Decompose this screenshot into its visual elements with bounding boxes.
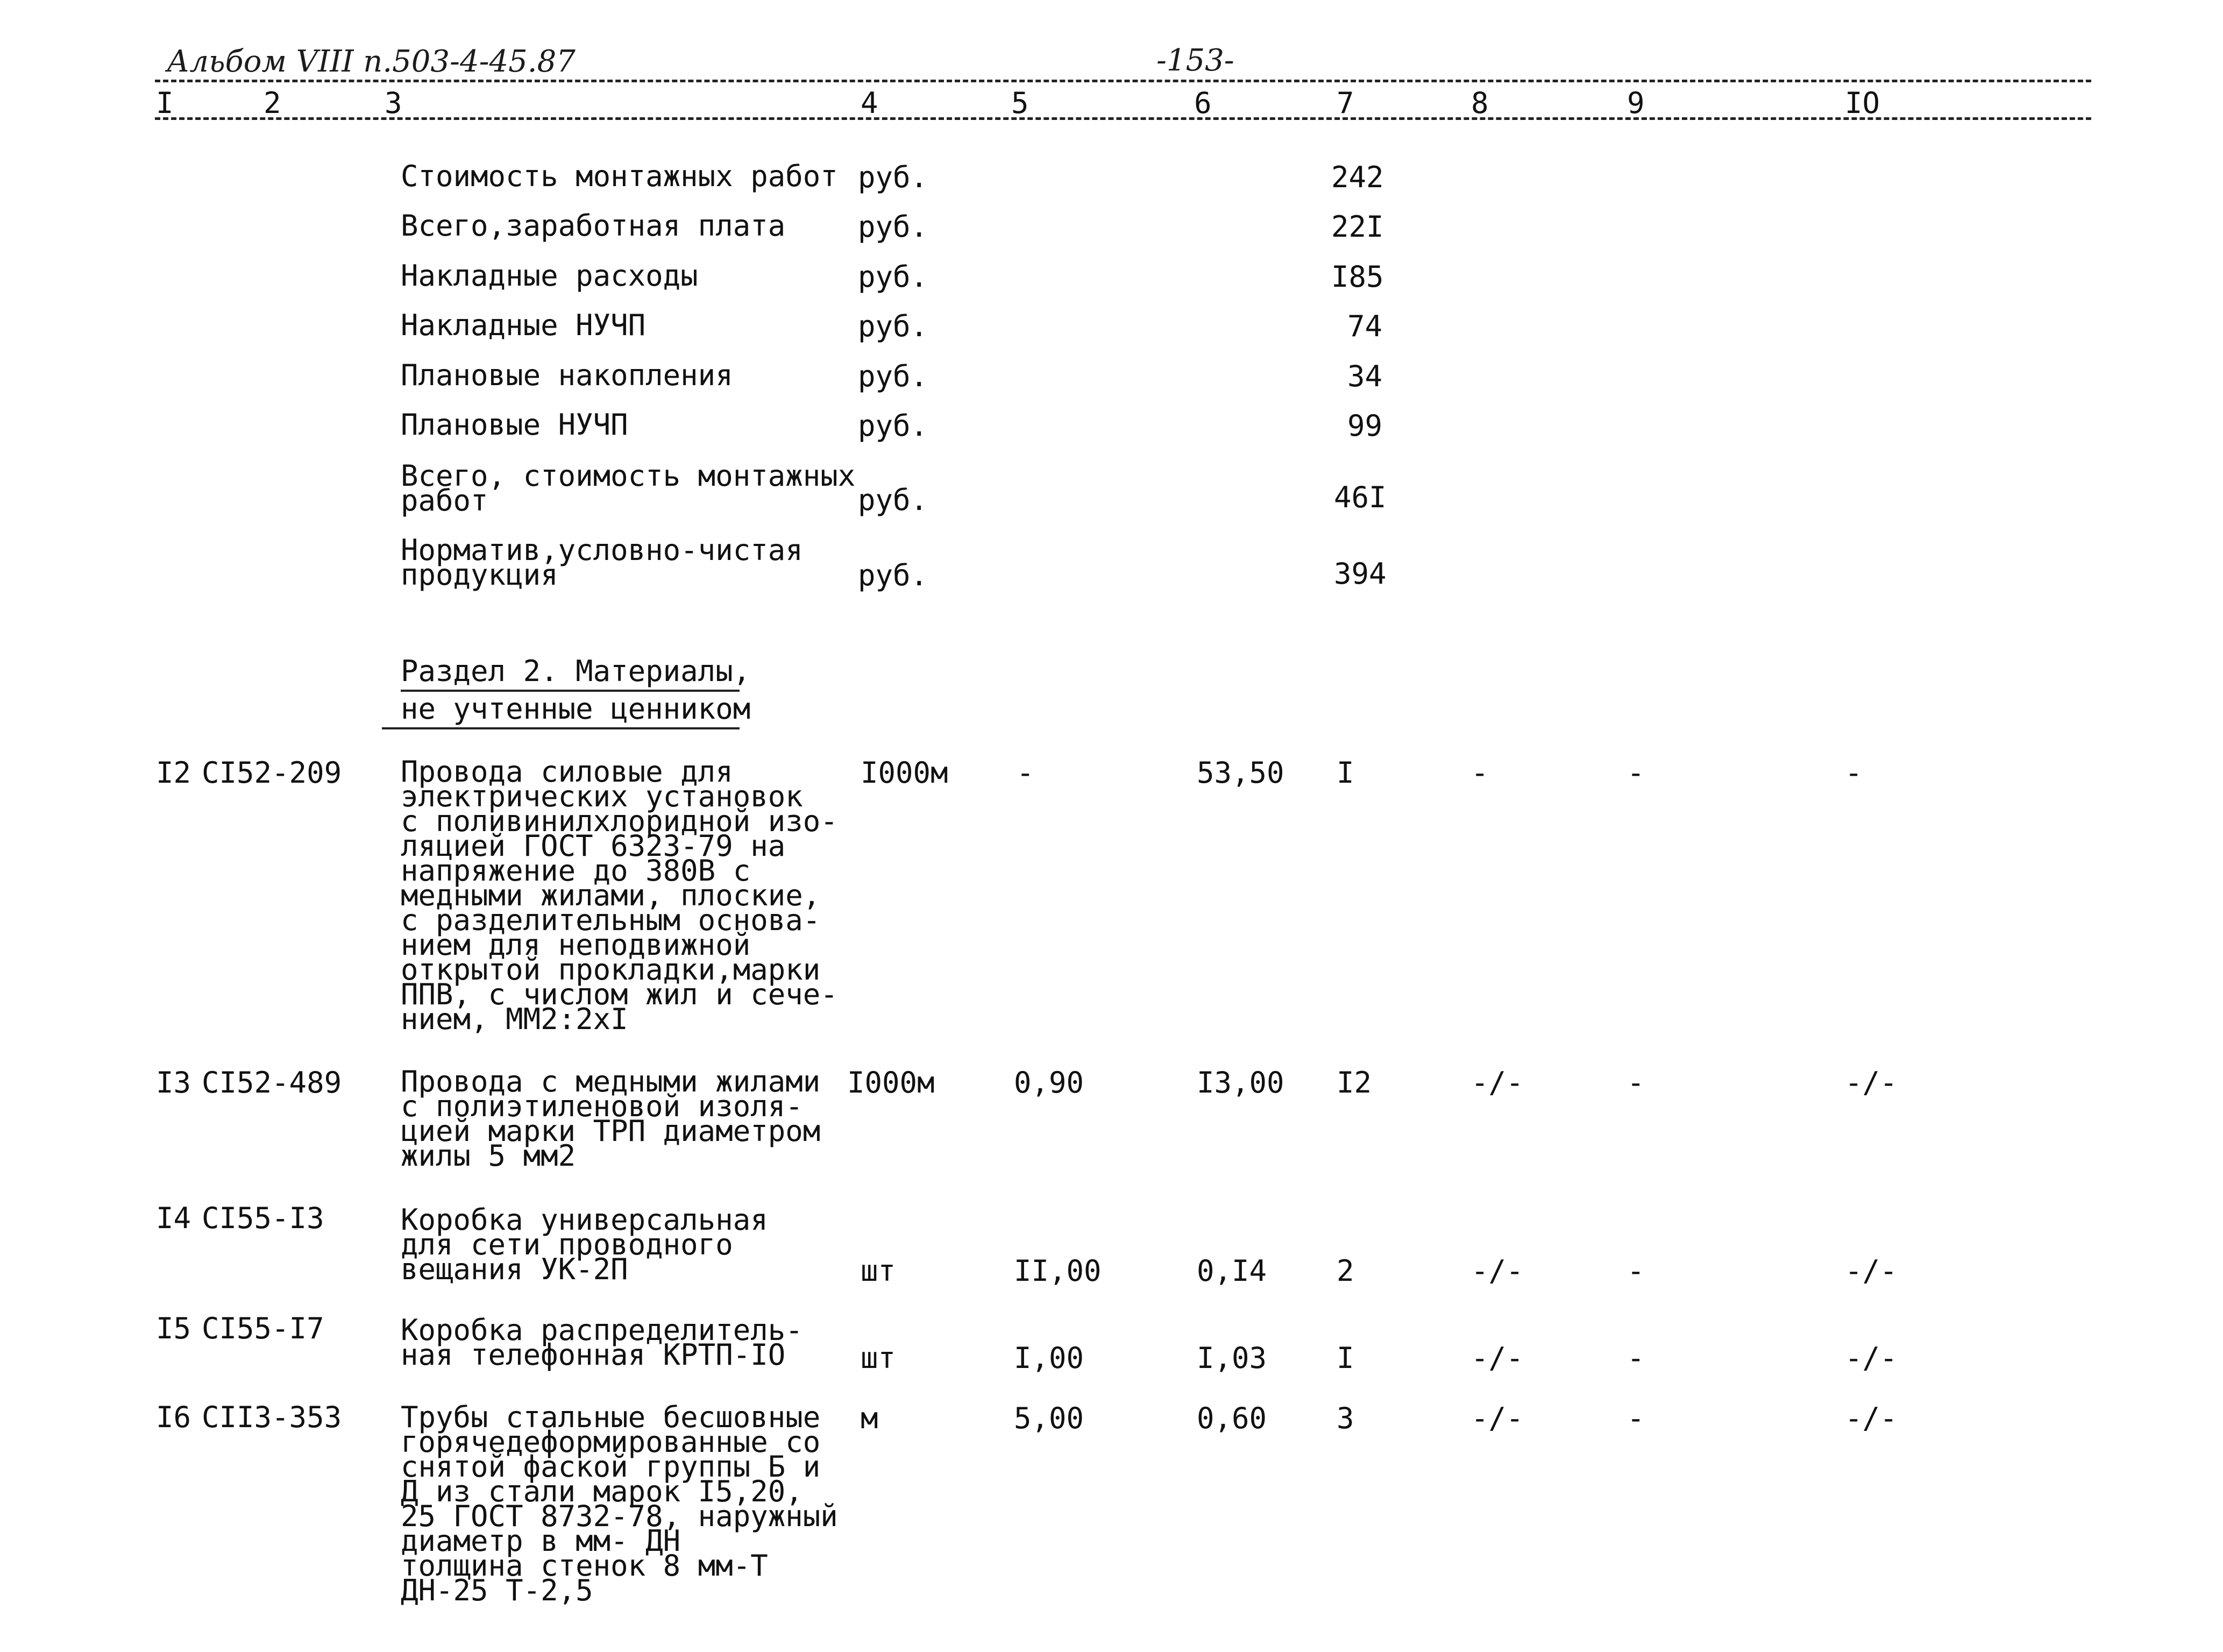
item-code: CI52-209 bbox=[202, 756, 342, 790]
item-unit: шт bbox=[861, 1254, 896, 1288]
item-code: CI55-I3 bbox=[202, 1201, 324, 1235]
summary-value: I85 bbox=[1331, 260, 1384, 294]
item-col9: - bbox=[1627, 756, 1645, 790]
summary-label: Стоимость монтажных работ bbox=[401, 159, 838, 193]
item-col7: I2 bbox=[1337, 1066, 1372, 1100]
summary-label: Всего,заработная плата bbox=[401, 209, 786, 243]
column-number-4: 4 bbox=[861, 86, 878, 120]
item-col6: 53,50 bbox=[1197, 756, 1284, 790]
column-number-8: 8 bbox=[1471, 86, 1489, 120]
item-unit: шт bbox=[861, 1341, 896, 1375]
item-col5: II,00 bbox=[1014, 1254, 1102, 1288]
item-col7: I bbox=[1337, 756, 1354, 790]
summary-unit: руб. bbox=[858, 483, 928, 517]
item-col8: - bbox=[1471, 756, 1489, 790]
summary-value: 99 bbox=[1347, 409, 1383, 443]
item-number: I4 bbox=[156, 1201, 191, 1235]
item-col6: 0,60 bbox=[1197, 1401, 1267, 1435]
item-col9: - bbox=[1627, 1066, 1645, 1100]
summary-label: Норматив,условно-чистая продукция bbox=[401, 533, 803, 592]
item-col8: -/- bbox=[1471, 1066, 1524, 1100]
item-col8: -/- bbox=[1471, 1401, 1524, 1435]
item-col10: -/- bbox=[1845, 1401, 1898, 1435]
summary-value: 46I bbox=[1334, 480, 1387, 514]
item-unit: I000м bbox=[847, 1066, 935, 1100]
summary-unit: руб. bbox=[858, 309, 928, 343]
item-code: CI55-I7 bbox=[202, 1311, 324, 1345]
item-number: I3 bbox=[156, 1066, 191, 1100]
item-col8: -/- bbox=[1471, 1341, 1524, 1375]
summary-value: 22I bbox=[1331, 210, 1384, 244]
page-number: -153- bbox=[1156, 43, 1234, 78]
album-reference-sheet: п.503-4-45.87 bbox=[363, 44, 576, 79]
item-col6: I,03 bbox=[1197, 1341, 1267, 1375]
item-col7: 2 bbox=[1337, 1254, 1354, 1288]
item-code: CI52-489 bbox=[202, 1066, 342, 1100]
section-subtitle: не учтенные ценником bbox=[401, 692, 751, 726]
column-number-10: IO bbox=[1845, 86, 1880, 120]
item-col10: -/- bbox=[1845, 1254, 1898, 1288]
summary-unit: руб. bbox=[858, 409, 928, 443]
album-reference-text: Альбом VIII bbox=[167, 44, 354, 79]
item-unit: м bbox=[861, 1401, 878, 1435]
item-col9: - bbox=[1627, 1401, 1645, 1435]
column-number-2: 2 bbox=[264, 86, 281, 120]
item-number: I5 bbox=[156, 1311, 191, 1345]
item-number: I2 bbox=[156, 756, 191, 790]
item-col6: I3,00 bbox=[1197, 1066, 1284, 1100]
item-description: Провода силовые для электрических установок с поливинилхлоридной изо- ляцией ГОСТ 6323-79 на напряжение до 380В с медными жилами, плоские, с разделительным основа- нием для неподвижной открытой прокладки,марки ППВ, с числом жил и сече- нием, ММ2:2хI bbox=[401, 755, 838, 1036]
summary-label: Накладные НУЧП bbox=[401, 308, 646, 342]
item-description: Коробка распределитель- ная телефонная КРТП-IO bbox=[401, 1313, 803, 1372]
item-col7: 3 bbox=[1337, 1401, 1354, 1435]
column-number-7: 7 bbox=[1337, 86, 1354, 120]
summary-unit: руб. bbox=[858, 260, 928, 294]
album-reference bbox=[167, 44, 576, 79]
summary-value: 74 bbox=[1347, 309, 1383, 343]
item-col5: I,00 bbox=[1014, 1341, 1084, 1375]
column-number-6: 6 bbox=[1194, 86, 1212, 120]
item-col8: -/- bbox=[1471, 1254, 1524, 1288]
item-col6: 0,I4 bbox=[1197, 1254, 1267, 1288]
item-description: Коробка универсальная для сети проводного вещания УК-2П bbox=[401, 1203, 768, 1286]
item-col9: - bbox=[1627, 1254, 1645, 1288]
item-code: CII3-353 bbox=[202, 1400, 342, 1434]
item-col10: - bbox=[1845, 756, 1863, 790]
item-description: Трубы стальные бесшовные горячедеформированные со снятой фаской группы Б и Д из стали марок I5,20, 25 ГОСТ 8732-78, наружный диаметр в мм- ДН толщина стенок 8 мм-Т ДН-25 Т-2,5 bbox=[401, 1400, 838, 1607]
item-col9: - bbox=[1627, 1341, 1645, 1375]
summary-unit: руб. bbox=[858, 210, 928, 244]
section-subtitle-underline bbox=[382, 727, 740, 729]
summary-value: 394 bbox=[1334, 557, 1387, 591]
item-description: Провода с медными жилами с полиэтиленовой изоля- цией марки ТРП диаметром жилы 5 мм2 bbox=[401, 1065, 821, 1173]
summary-unit: руб. bbox=[858, 160, 928, 194]
summary-label: Всего, стоимость монтажных работ bbox=[401, 459, 856, 517]
header-top-rule bbox=[155, 80, 2091, 82]
summary-unit: руб. bbox=[858, 359, 928, 393]
summary-label: Накладные расходы bbox=[401, 259, 698, 293]
summary-unit: руб. bbox=[858, 558, 928, 592]
summary-value: 242 bbox=[1331, 160, 1384, 194]
summary-label: Плановые НУЧП bbox=[401, 408, 628, 442]
item-col5: - bbox=[1017, 756, 1034, 790]
item-col7: I bbox=[1337, 1341, 1354, 1375]
column-number-3: 3 bbox=[385, 86, 402, 120]
item-number: I6 bbox=[156, 1400, 191, 1434]
summary-value: 34 bbox=[1347, 359, 1383, 393]
item-col5: 0,90 bbox=[1014, 1066, 1084, 1100]
item-unit: I000м bbox=[861, 756, 948, 790]
section-title: Раздел 2. Материалы, bbox=[401, 654, 751, 688]
item-col10: -/- bbox=[1845, 1341, 1898, 1375]
item-col5: 5,00 bbox=[1014, 1401, 1084, 1435]
header-bottom-rule bbox=[155, 117, 2091, 120]
column-number-5: 5 bbox=[1011, 86, 1029, 120]
column-number-9: 9 bbox=[1627, 86, 1645, 120]
summary-label: Плановые накопления bbox=[401, 358, 733, 392]
column-number-1: I bbox=[156, 86, 174, 120]
item-col10: -/- bbox=[1845, 1066, 1898, 1100]
